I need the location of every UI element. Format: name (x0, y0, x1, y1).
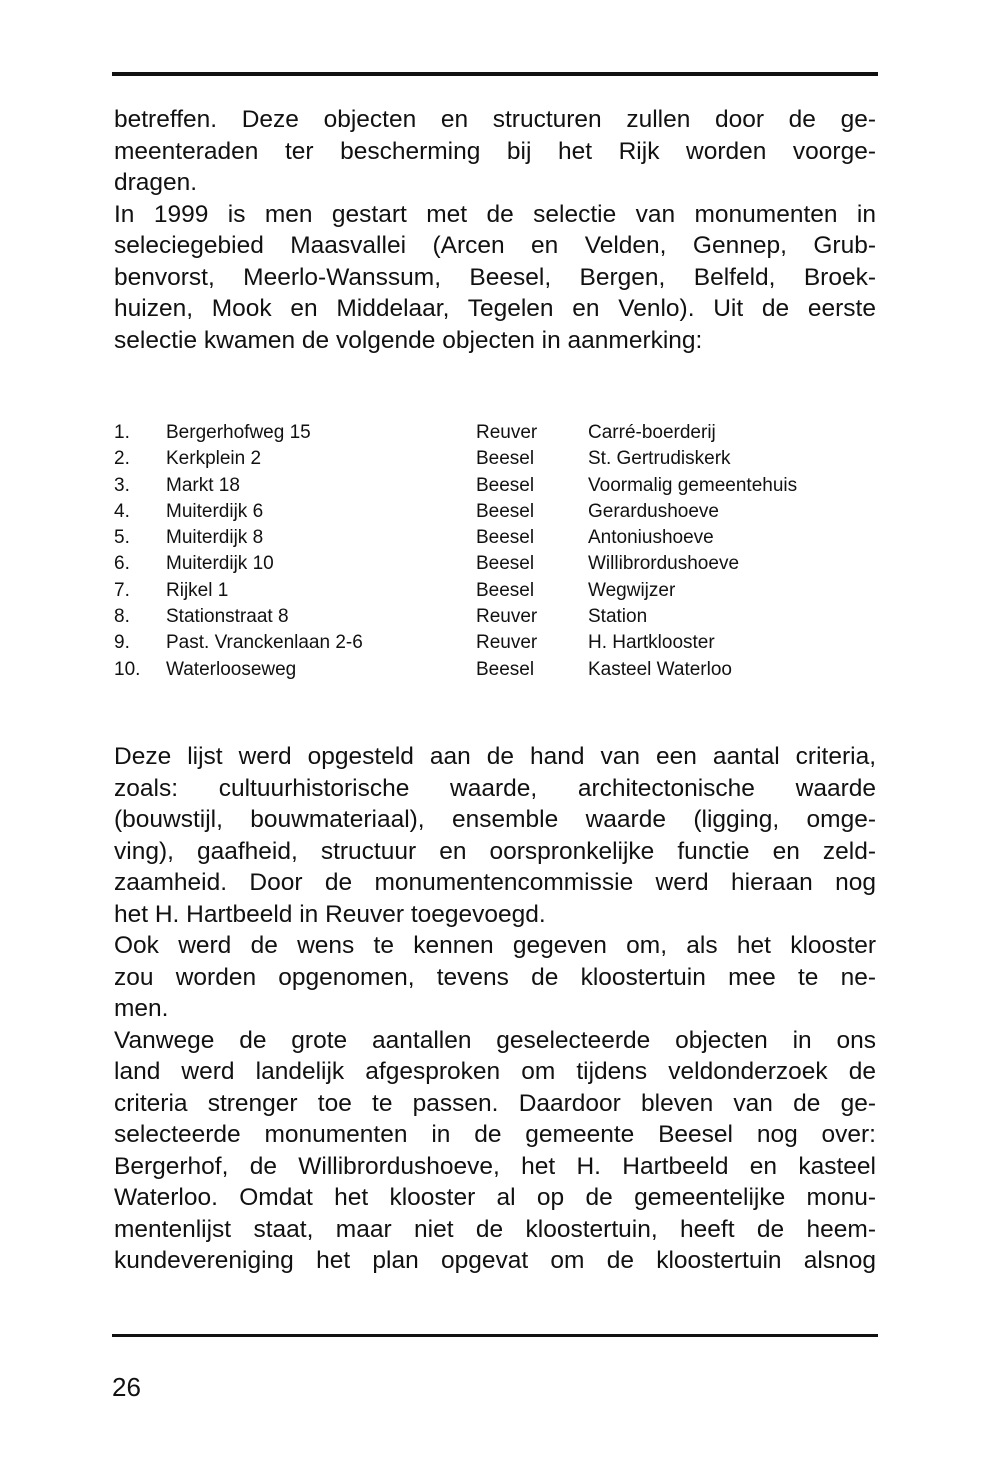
list-item (114, 525, 874, 551)
item-number: 5. (114, 527, 130, 549)
text-line: meenteraden ter bescherming bij het Rijk worden voorge- (114, 137, 876, 165)
item-address: Rijkel 1 (166, 579, 229, 601)
item-address: Muiterdijk 6 (166, 500, 264, 522)
item-number: 7. (114, 579, 130, 601)
item-address: Bergerhofweg 15 (166, 422, 311, 443)
item-address: Kerkplein 2 (166, 448, 262, 470)
text-line: mentenlijst staat, maar niet de kloostertuin, heeft de heem- (114, 1215, 876, 1243)
paragraph-criteria (114, 741, 876, 1277)
item-object: H. Hartklooster (588, 632, 715, 654)
text-line: selecteerde monumenten in de gemeente Beesel nog over: (114, 1121, 876, 1148)
item-address: Past. Vranckenlaan 2-6 (166, 632, 363, 654)
list-item (114, 657, 874, 683)
item-number: 10. (114, 658, 141, 680)
list-item (114, 630, 874, 656)
text-line: dragen. (114, 169, 198, 196)
text-line: kundevereniging het plan opgevat om de kloostertuin alsnog (114, 1247, 876, 1274)
text-line: zoals: cultuurhistorische waarde, architectonische waarde (114, 774, 876, 802)
item-object: Voormalig gemeentehuis (588, 474, 798, 496)
text-line: betreffen. Deze objecten en structuren zullen door de ge- (114, 106, 876, 133)
item-number: 3. (114, 474, 130, 496)
top-rule (112, 72, 878, 76)
list-item (114, 551, 874, 577)
item-address: Muiterdijk 8 (166, 527, 264, 549)
item-address: Muiterdijk 10 (166, 553, 274, 575)
item-place: Beesel (476, 474, 535, 496)
text-line: benvorst, Meerlo-Wanssum, Beesel, Bergen, Belfeld, Broek- (114, 263, 876, 291)
item-object: Wegwijzer (588, 579, 676, 601)
list-item (114, 604, 874, 630)
item-number: 6. (114, 553, 130, 575)
item-number: 8. (114, 606, 130, 628)
text-line: Bergerhof, de Willibrordushoeve, het H. Hartbeeld en kasteel (114, 1152, 876, 1180)
item-object: Antoniushoeve (588, 527, 714, 549)
item-number: 2. (114, 448, 130, 470)
item-number: 1. (114, 422, 130, 443)
paragraph-intro (114, 104, 876, 356)
item-object: Station (588, 606, 648, 628)
text-line: Deze lijst werd opgesteld aan de hand van een aantal criteria, (114, 743, 876, 770)
item-address: Markt 18 (166, 474, 240, 496)
item-place: Beesel (476, 448, 535, 470)
item-address: Stationstraat 8 (166, 606, 289, 628)
text-line: ving), gaafheid, structuur en oorspronkelijke functie en zeld- (114, 837, 876, 865)
item-object: Carré-boerderij (588, 422, 716, 443)
list-item (114, 499, 874, 525)
bottom-rule (112, 1334, 878, 1337)
item-object: St. Gertrudiskerk (588, 448, 731, 470)
text-line: (bouwstijl, bouwmateriaal), ensemble waarde (ligging, omge- (114, 806, 876, 833)
item-address: Waterlooseweg (166, 658, 297, 680)
text-line: criteria strenger toe te passen. Daardoor bleven van de ge- (114, 1089, 876, 1117)
text-line: selectie kwamen de volgende objecten in aanmerking: (114, 326, 703, 354)
text-line: seleciegebied Maasvallei (Arcen en Velden, Gennep, Grub- (114, 232, 876, 259)
text-line: zaamheid. Door de monumentencommissie werd hieraan nog (114, 869, 876, 896)
monument-list (114, 420, 874, 683)
list-item (114, 446, 874, 472)
item-object: Gerardushoeve (588, 500, 719, 522)
text-line: men. (114, 995, 169, 1022)
item-number: 9. (114, 632, 130, 654)
text-line: zou worden opgenomen, tevens de kloostertuin mee te ne- (114, 963, 876, 991)
item-place: Reuver (476, 422, 538, 443)
item-place: Reuver (476, 632, 538, 654)
item-object: Willibrordushoeve (588, 553, 740, 575)
list-item (114, 578, 874, 604)
item-place: Beesel (476, 658, 535, 680)
item-place: Beesel (476, 527, 535, 549)
text-line: Vanwege de grote aantallen geselecteerde objecten in ons (114, 1026, 876, 1054)
text-line: Waterloo. Omdat het klooster al op de gemeentelijke monu- (114, 1184, 876, 1211)
text-line: het H. Hartbeeld in Reuver toegevoegd. (114, 900, 546, 928)
text-line: land werd landelijk afgesproken om tijdens veldonderzoek de (114, 1058, 876, 1085)
list-item (114, 473, 874, 499)
item-number: 4. (114, 500, 130, 522)
text-line: huizen, Mook en Middelaar, Tegelen en Venlo). Uit de eerste (114, 295, 876, 322)
item-object: Kasteel Waterloo (588, 658, 732, 680)
item-place: Beesel (476, 500, 535, 522)
item-place: Beesel (476, 553, 535, 575)
list-item (114, 420, 874, 446)
text-line: Ook werd de wens te kennen gegeven om, als het klooster (114, 932, 876, 959)
page-number: 26 (112, 1372, 141, 1402)
item-place: Beesel (476, 579, 535, 601)
item-place: Reuver (476, 606, 538, 628)
text-line: In 1999 is men gestart met de selectie van monumenten in (114, 200, 876, 228)
